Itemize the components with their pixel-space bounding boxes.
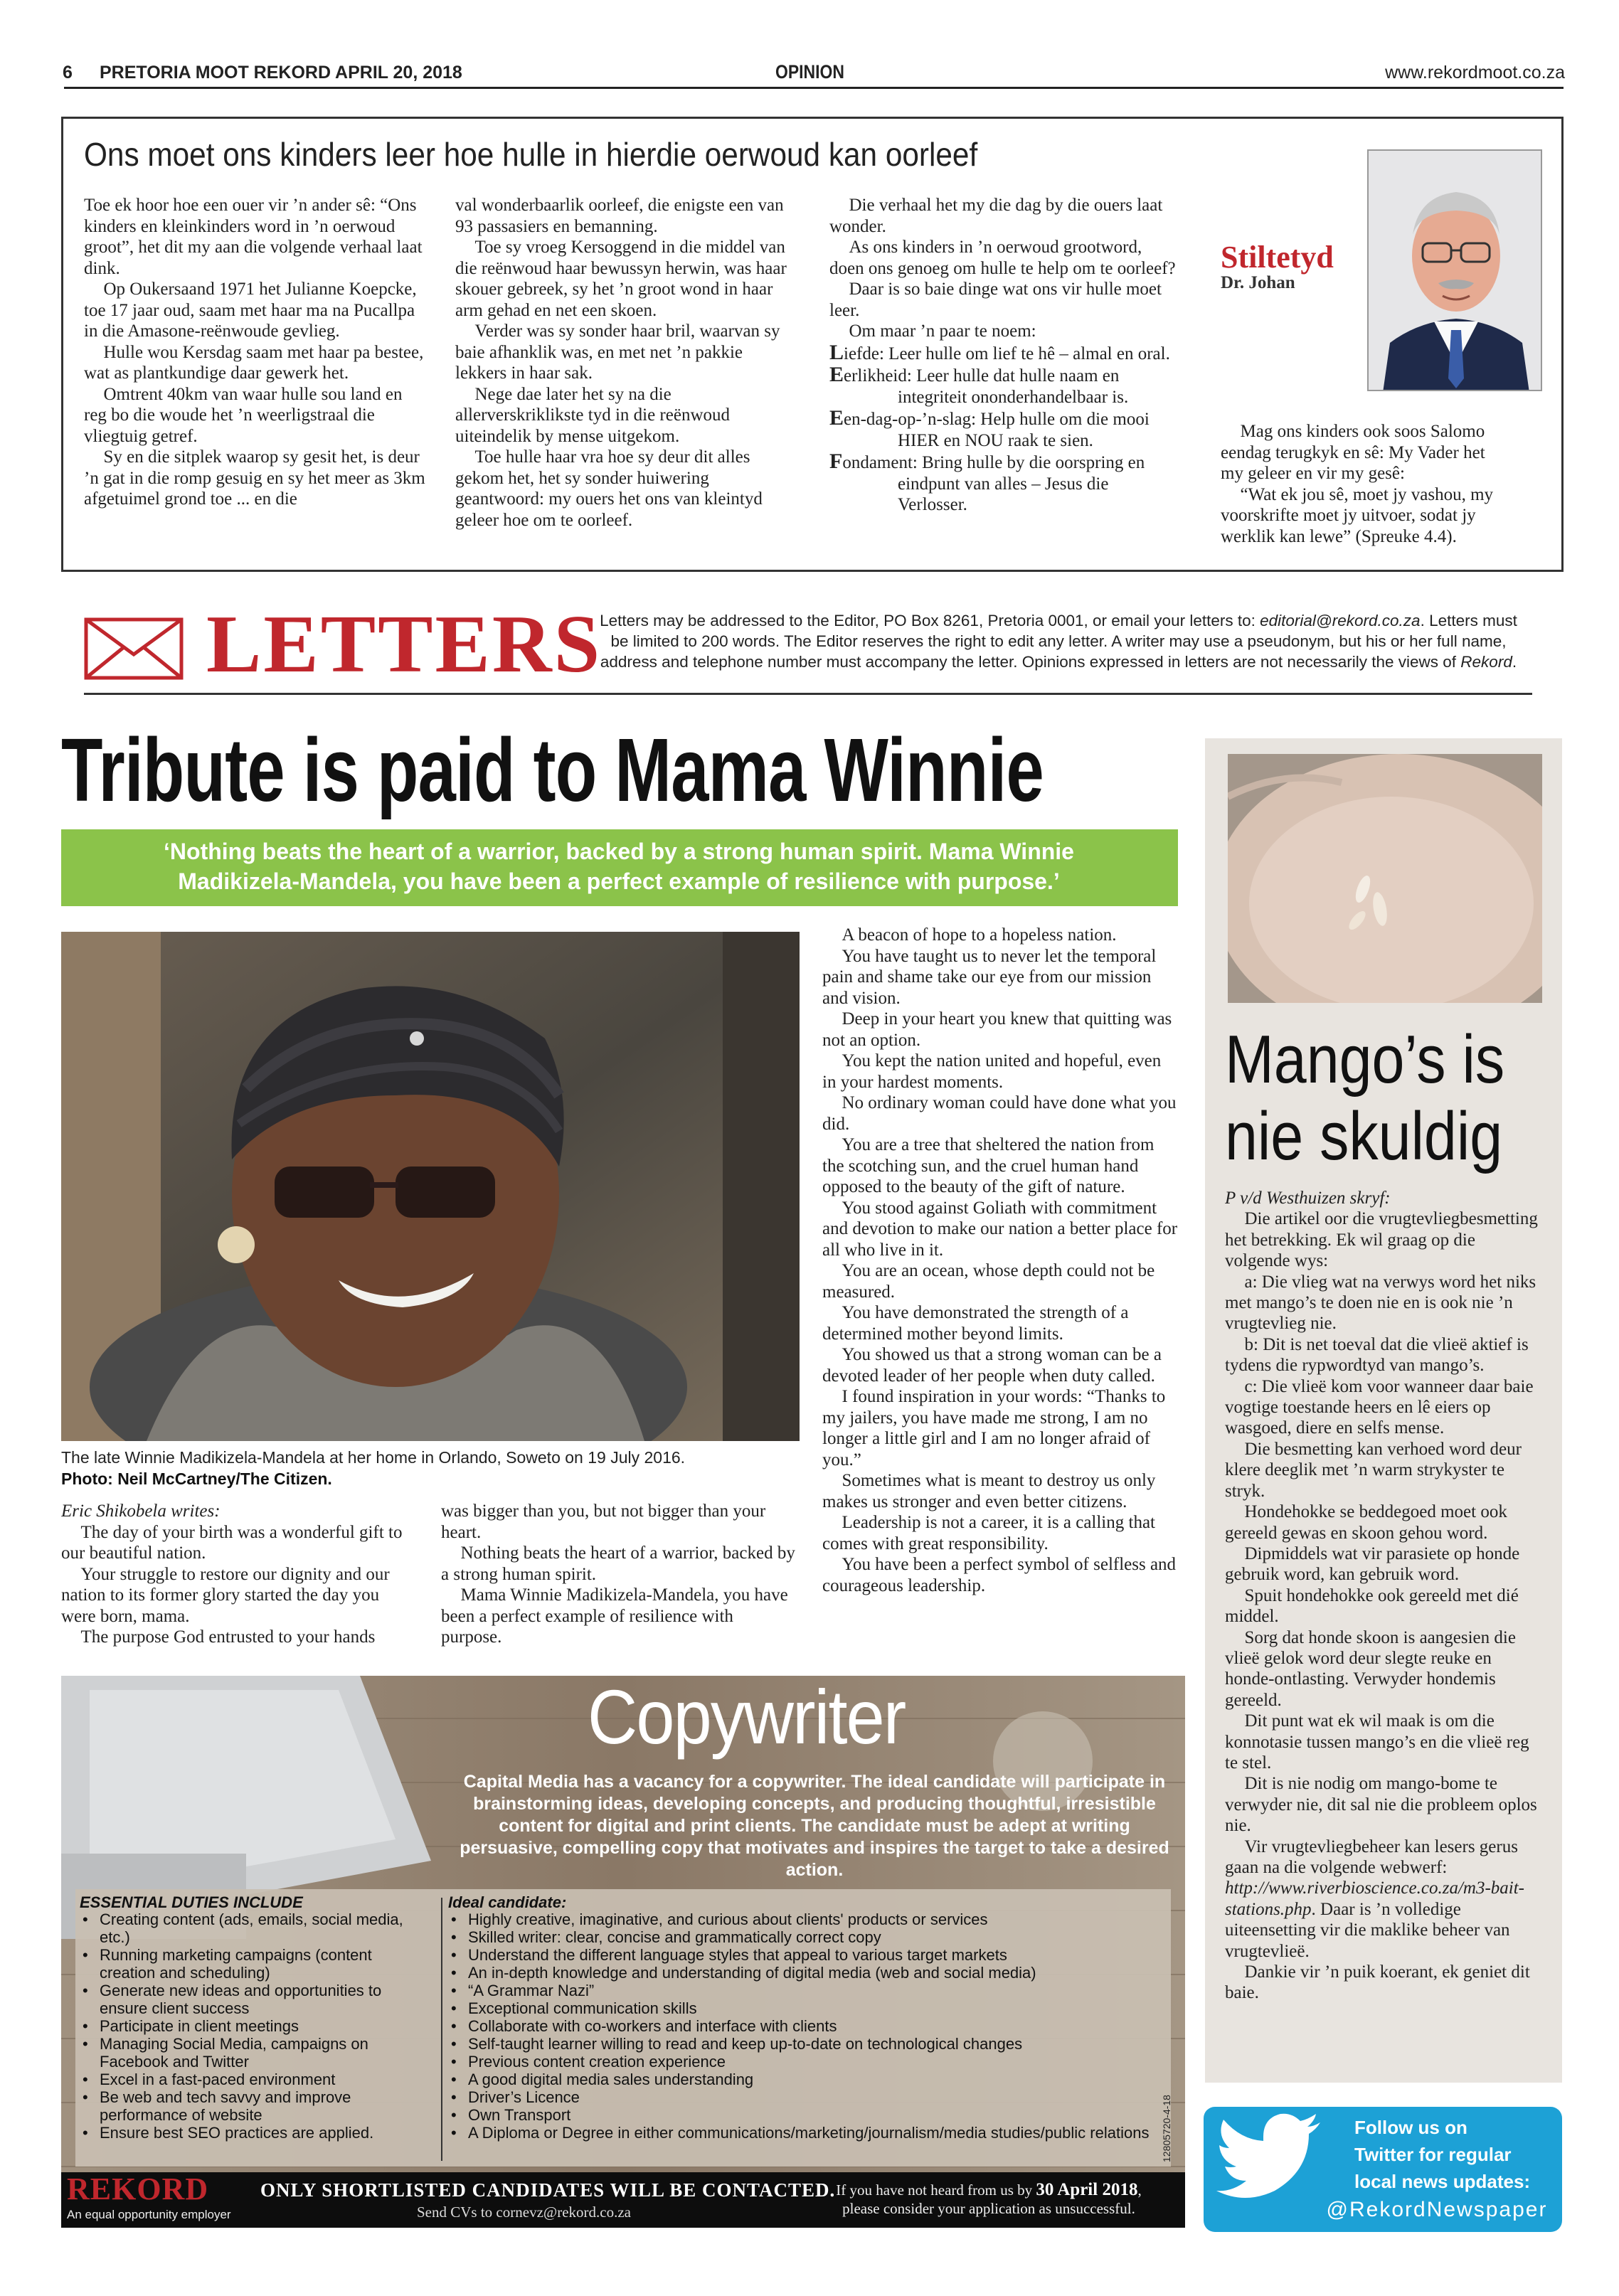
stiltetyd-col-3: Die verhaal het my die dag by die ouers laat wonder. As ons kinders in ’n oerwoud grootword, doen ons genoeg om hulle te help om te oorleef? Daar is so baie dinge wat ons vir hulle moet leer. Om maar ’n paar te noem: Liefde: Leer hulle om lief te hê – almal en oral. Eerlikheid: Leer hulle dat hulle naam en integriteit ononderhandelbaar is. Een-dag-op-’n-slag: Help hulle om die mooi HIER en NOU raak te sien. Fondament: Bring hulle by die oorspring en eindpunt van alles – Jesus die Verlosser.	[829, 196, 1176, 514]
stiltetyd-headline: Ons moet ons kinders leer hoe hulle in hierdie oerwoud kan oorleef	[84, 136, 978, 173]
letters-notice: Letters may be addressed to the Editor, PO Box 8261, Pretoria 0001, or email your letters to: editorial@rekord.co.za. Letters must be limited to 200 words. The Editor reserves the right to edit any letter. A writer may use a pseudonym, but his or her full name, address and telephone number must accompany the letter. Opinions expressed in letters are not necessarily the views of Rekord.	[600, 612, 1517, 671]
ad-title: Copywriter	[588, 1674, 906, 1760]
header-rule	[64, 87, 1564, 89]
author-portrait	[1367, 149, 1542, 391]
riverbio-link[interactable]: http://www.riverbioscience.co.za/m3-bait-stations.php	[1225, 1878, 1524, 1919]
deadline-note: If you have not heard from us by 30 April 2018, please consider your application as unsuccessful.	[836, 2180, 1142, 2217]
letters-title: LETTERS	[206, 599, 603, 690]
ad-duties-title: ESSENTIAL DUTIES INCLUDE	[80, 1893, 303, 1911]
tribute-col-1: Eric Shikobela writes: The day of your birth was a wonderful gift to our beautiful nation. Your struggle to restore our dignity and our nation to its former glory started the day you were born, mama. The purpose God entrusted to your hands	[61, 1502, 403, 1647]
mango-headline: Mango’s is nie skuldig	[1225, 1021, 1505, 1174]
equal-opportunity: An equal opportunity employer	[67, 2208, 231, 2221]
ad-code: 12805720-4-18	[1161, 2095, 1172, 2162]
winnie-photo	[61, 932, 800, 1441]
page-number: 6	[63, 63, 73, 83]
stiltetyd-author: Dr. Johan	[1221, 273, 1295, 292]
section-name: OPINION	[775, 61, 844, 83]
website-url[interactable]: www.rekordmoot.co.za	[1385, 63, 1565, 83]
ad-ideal-list: • Highly creative, imaginative, and curious about clients' products or services • Skilled writer: clear, concise and grammatically correct copy • Understand the different language styles that appeal to various target markets • An in-depth knowledge and understanding of digital media (web and social media) • “A Grammar Nazi” • Exceptional communication skills • Collaborate with co-workers and interface with clients • Self-taught learner willing to read and keep up-to-date on technological changes • Previous content creation experience • A good digital media sales understanding • Driver’s Licence • Own Transport • A Diploma or Degree in either communications/marketing/journalism/media studies/public relations	[448, 1910, 1167, 2142]
twitter-text: Follow us on Twitter for regular local news updates:	[1354, 2117, 1531, 2192]
envelope-icon	[84, 617, 184, 680]
send-cv: Send CVs to cornevz@rekord.co.za	[417, 2204, 631, 2221]
twitter-bird-icon	[1216, 2111, 1323, 2203]
ad-divider	[441, 1898, 442, 2161]
ad-intro: Capital Media has a vacancy for a copywriter. The ideal candidate will participate in brainstorming ideas, developing concepts, and producing thoughtful, irresistible content for digital and print clients. The candidate must be adept at writing persuasive, compelling copy that motivates and inspires the target to take a desired action.	[460, 1772, 1169, 1880]
rekord-logo: REKORD	[67, 2172, 209, 2206]
tribute-col-2: was bigger than you, but not bigger than your heart. Nothing beats the heart of a warrior, backed by a strong human spirit. Mama Winnie Madikizela-Mandela, you have been a perfect example of resilience with purpose.	[441, 1502, 795, 1647]
pull-quote: ‘Nothing beats the heart of a warrior, backed by a strong human spirit. Mama Winnie Madikizela-Mandela, you have been a perfect example of resilience with purpose.’	[164, 839, 1074, 894]
photo-credit: Photo: Neil McCartney/The Citizen.	[61, 1469, 332, 1488]
stiltetyd-col-4: Mag ons kinders ook soos Salomo eendag terugkyk en sê: My Vader het my geleer en vir my gesê: “Wat ek jou sê, moet jy vashou, my voorskrifte moet jy uitvoer, sodat jy werklik kan lewe” (Spreuke 4.4).	[1221, 422, 1494, 546]
stiltetyd-col-1: Toe ek hoor hoe een ouer vir ’n ander sê: “Ons kinders en kleinkinders word in ’n oerwoud groot”, het dit my aan die volgende verhaal laat dink. Op Oukersaand 1971 het Julianne Koepcke, toe 17 jaar oud, saam met haar ma na Pucallpa in die Amasone-reënwoude gevlieg. Hulle wou Kersdag saam met haar pa bestee, wat as plantkundige daar gewerk het. Omtrent 40km van waar hulle sou land en reg bo die woude het ’n weerligstraal die vliegtuig getref. Sy en die sitplek waarop sy gesit het, is deur ’n gat in die romp gesuig en sy het meer as 3km afgetuimel grond toe ... en die	[84, 196, 425, 509]
publication-dateline: PRETORIA MOOT REKORD APRIL 20, 2018	[100, 63, 462, 83]
letters-rule	[84, 693, 1532, 695]
shortlist-note: ONLY SHORTLISTED CANDIDATES WILL BE CONTACTED.	[260, 2179, 836, 2201]
mango-letter-body: P v/d Westhuizen skryf: Die artikel oor die vrugtevliegbesmetting het betrekking. Ek wil graag op die volgende wys: a: Die vlieg wat na verwys word het niks met mango’s te doen nie en is ook nie ’n vrugtevlieg nie. b: Dit is net toeval dat die vlieë aktief is tydens die rypwordtyd van mango’s. c: Die vlieë kom voor wanneer daar baie vogtige toestande heers en lê eiers op wasgoed, diere en selfs mense. Die besmetting kan verhoed word deur klere deeglik met ’n warm strykyster te stryk. Hondehokke se beddegoed moet ook gereeld gewas en skoon gehou word. Dipmiddels wat vir parasiete op honde gebruik word, kan gebruik word. Spuit hondehokke ook gereeld met dié middel. Sorg dat honde skoon is aangesien die vlieë gelok word deur slegte reuke en honde-ontlasting. Verwyder hondemis gereeld. Dit punt wat ek wil maak is om die konnotasie tussen mango’s en die vlieë reg te stel. Dit is nie nodig om mango-bome te verwyder nie, dit sal nie die probleem oplos nie. Vir vrugtevliegbeheer kan lesers gerus gaan na die volgende webwerf: http://www.riverbioscience.co.za/m3-bait-stations.php. Daar is ’n volledige uiteensetting vir die maklike beheer van vrugtevlieë. Dankie vir ’n puik koerant, ek geniet dit baie.	[1225, 1189, 1538, 2003]
ad-duties-list: • Creating content (ads, emails, social media, etc.) • Running marketing campaigns (content creation and scheduling) • Generate new ideas and opportunities to ensure client success • Participate in client meetings • Managing Social Media, campaigns on Facebook and Twitter • Excel in a fast-paced environment • Be web and tech savvy and improve performance of website • Ensure best SEO practices are applied.	[80, 1910, 428, 2142]
tribute-col-3: A beacon of hope to a hopeless nation. You have taught us to never let the temporal pain and shame take our eye from our mission and vision. Deep in your heart you knew that quitting was not an option. You kept the nation united and hopeful, even in your hardest moments. No ordinary woman could have done what you did. You are a tree that sheltered the nation from the scotching sun, and the cruel human hand opposed to the beauty of the gift of nature. You stood against Goliath with commitment and devotion to make our nation a better place for all who live in it. You are an ocean, whose depth could not be measured. You have demonstrated the strength of a determined mother beyond limits. You showed us that a strong woman can be a devoted leader of her people when duty called. I found inspiration in your words: “Thanks to my jailers, you have made me strong, I am no longer a little girl and I am no longer afraid of you.” Sometimes what is meant to destroy us only makes us stronger and even better citizens. Leadership is not a career, it is a calling that comes with great responsibility. You have been a perfect symbol of selfless and courageous leadership.	[822, 925, 1178, 1595]
tribute-headline: Tribute is paid to Mama Winnie	[61, 720, 1044, 820]
stiltetyd-column-name: Stiltetyd	[1221, 240, 1334, 275]
stiltetyd-col-2: val wonderbaarlik oorleef, die enigste een van 93 passasiers en bemanning. Toe sy vroeg Kersoggend in die middel van die reënwoud haar bewussyn herwin, was haar skouer gebreek, sy het ’n groot wond in haar arm gehad en net een skoen. Verder was sy sonder haar bril, waarvan sy baie afhanklik was, en met net ’n pakkie lekkers in haar sak. Nege dae later het sy na die allerverskriklikste tyd in die reënwoud uiteindelik by mense uitgekom. Toe hulle haar vra hoe sy deur dit alles gekom het, het sy sonder huiwering geantwoord: my ouers het ons van kleintyd geleer hoe om te oorleef.	[455, 196, 787, 530]
maggot-photo	[1228, 754, 1542, 1003]
photo-caption: The late Winnie Madikizela-Mandela at her home in Orlando, Soweto on 19 July 2016.	[61, 1448, 686, 1467]
ad-ideal-title: Ideal candidate:	[448, 1893, 567, 1911]
twitter-handle[interactable]: @RekordNewspaper	[1326, 2198, 1548, 2221]
